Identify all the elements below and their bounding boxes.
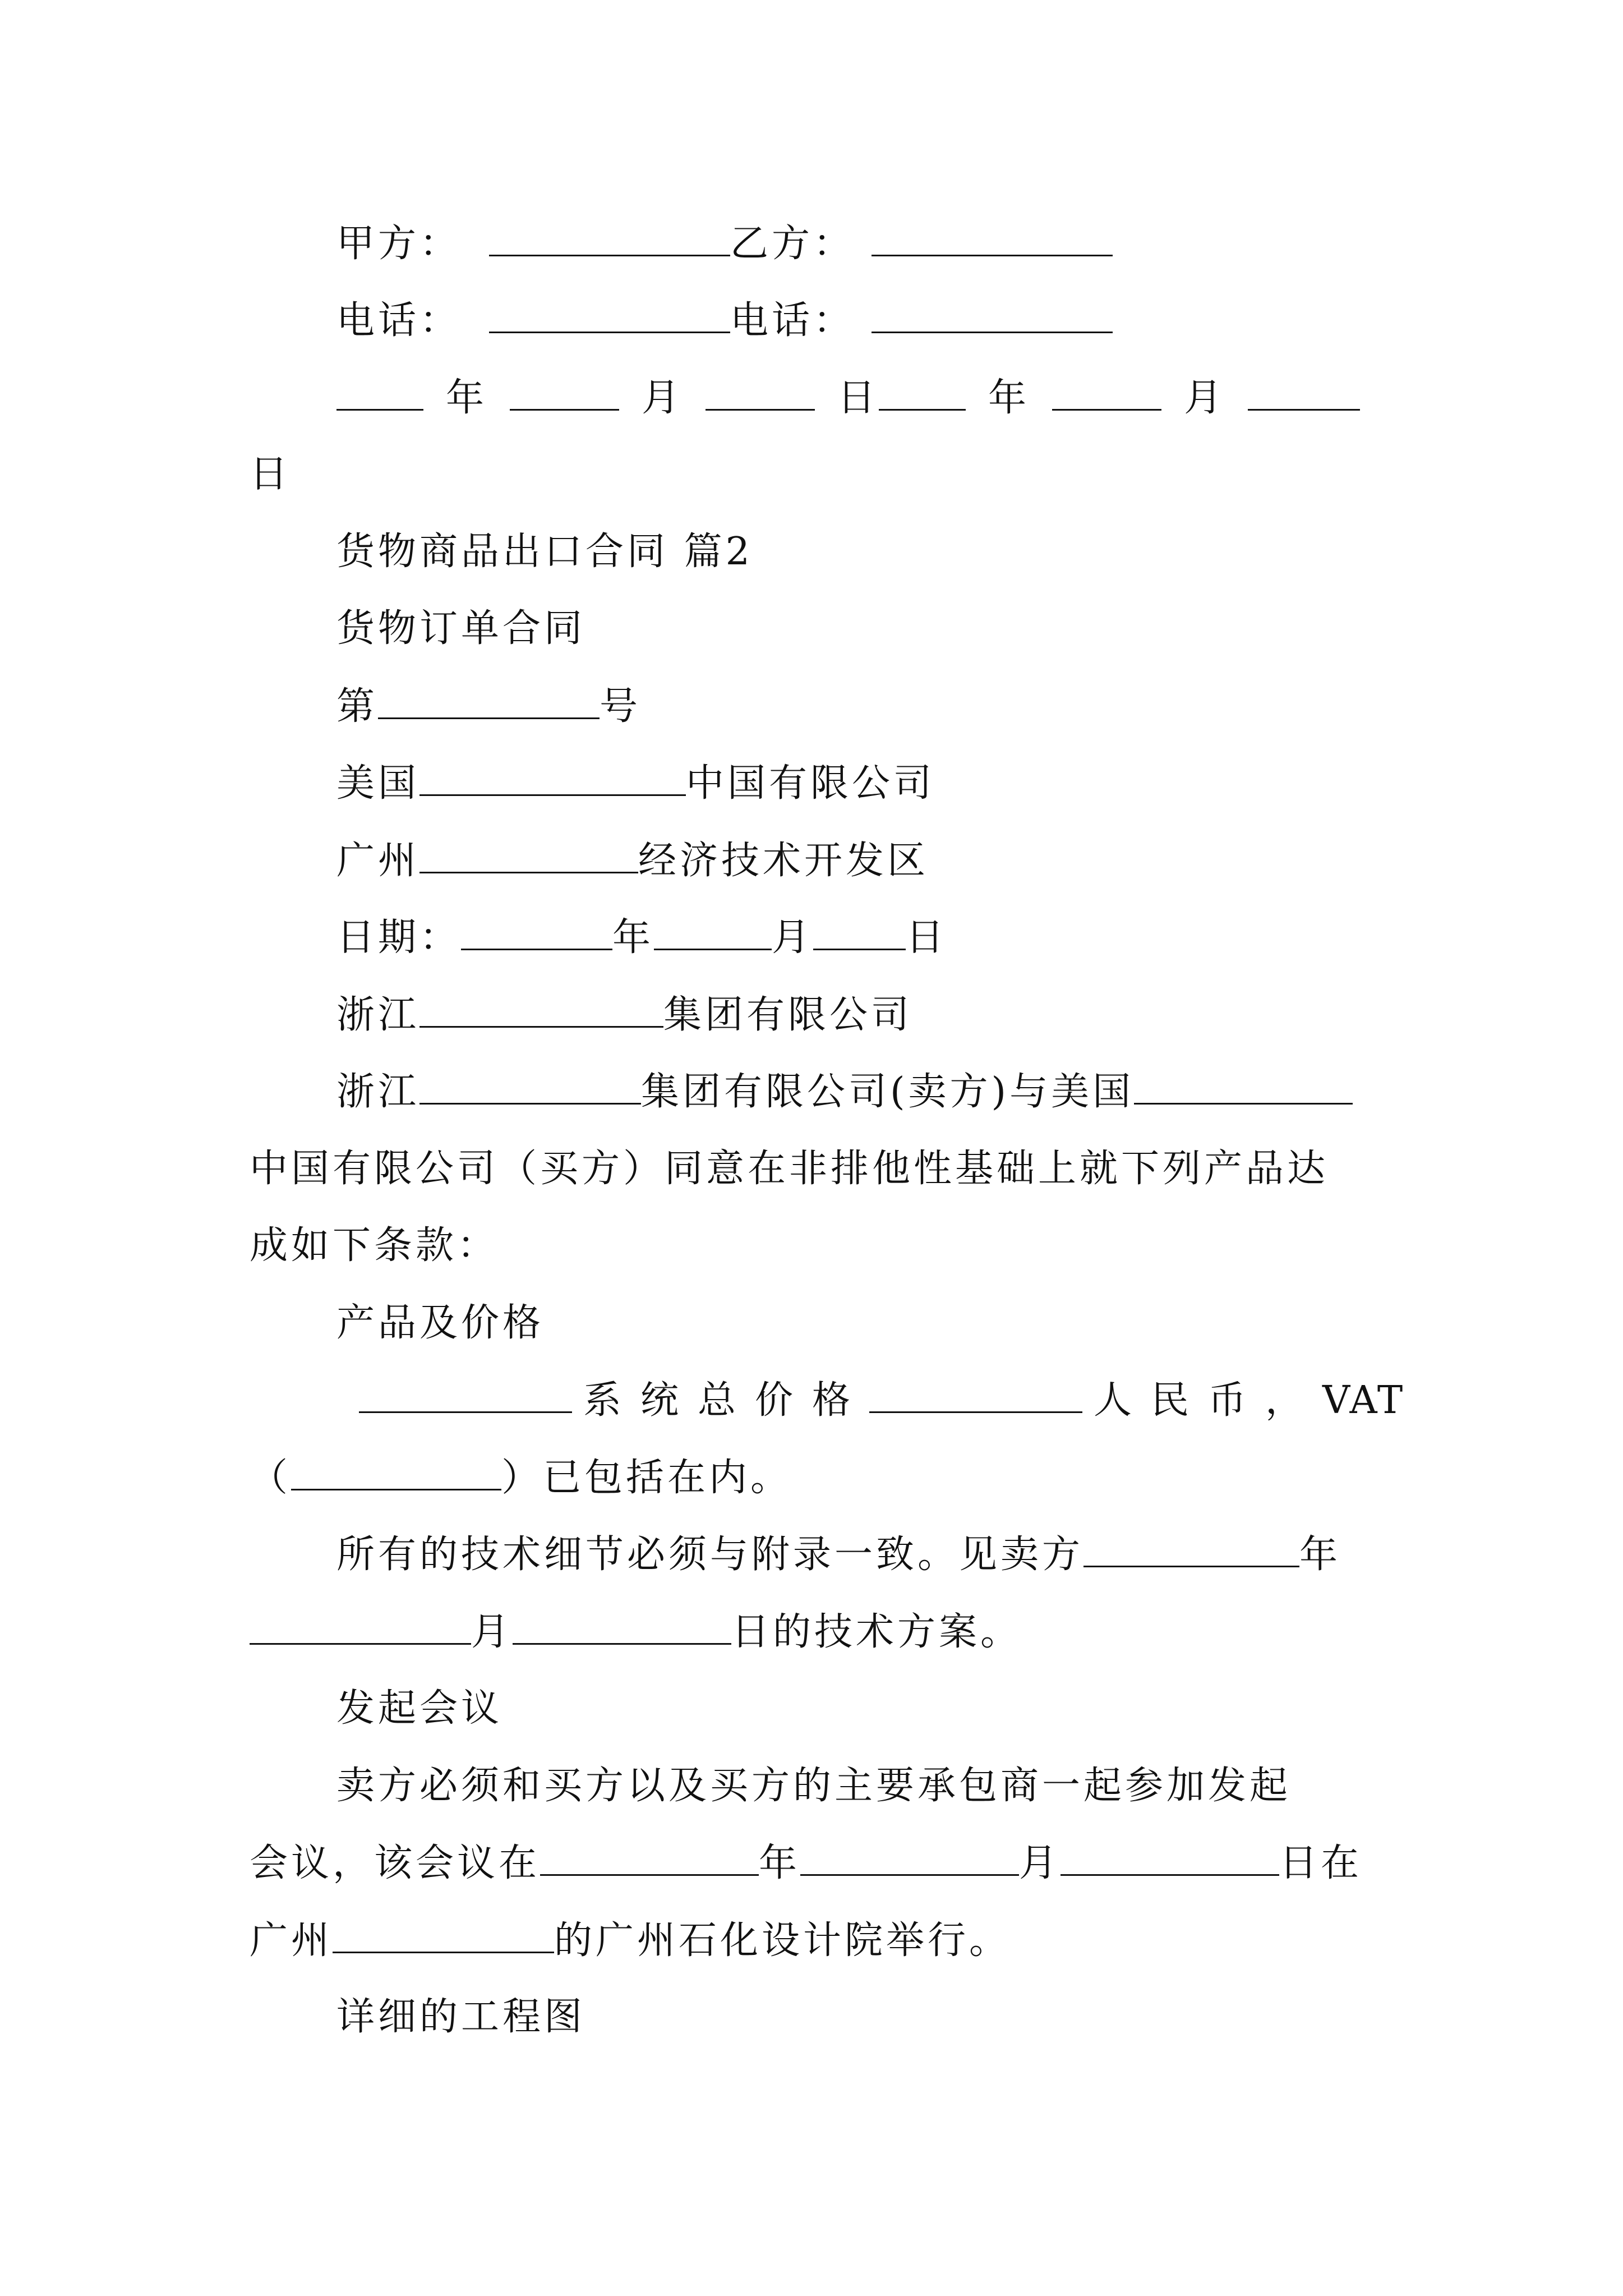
year-label-a: 年 xyxy=(446,376,488,420)
date-label: 日期： xyxy=(336,915,462,960)
drawings-heading: 详细的工程图 xyxy=(336,1995,586,2039)
phone-b-blank xyxy=(872,301,1113,333)
tech-line-2 xyxy=(250,1610,1022,1654)
price-blank xyxy=(869,1381,1082,1413)
month-label-b: 月 xyxy=(1184,376,1226,420)
meeting-day-label: 日在 xyxy=(1279,1841,1363,1885)
price-line-2 xyxy=(250,1456,792,1500)
intro-buyer-blank xyxy=(1134,1073,1353,1105)
date-year-blank xyxy=(461,918,612,950)
date-month-blank xyxy=(654,918,772,950)
contract-number-line xyxy=(336,684,642,729)
meeting-line-3 xyxy=(250,1918,1011,1963)
day-blank-b xyxy=(1248,379,1360,411)
tech-tail-text: 日的技术方案。 xyxy=(731,1610,1022,1654)
intro-seller-text: 集团有限公司(卖方)与美国 xyxy=(641,1070,1135,1114)
meeting-city: 广州 xyxy=(250,1918,333,1963)
location-line xyxy=(336,839,929,883)
tech-month-blank xyxy=(250,1613,471,1645)
day-label-a: 日 xyxy=(837,376,879,420)
intro-line-2: 中国有限公司（买方）同意在非排他性基础上就下列产品达 xyxy=(250,1147,1329,1191)
intro-seller-prefix: 浙江 xyxy=(336,1070,420,1114)
tech-year-label: 年 xyxy=(1299,1533,1341,1577)
meeting-month-blank xyxy=(800,1844,1019,1876)
tech-line-1 xyxy=(336,1533,1341,1577)
party-b-label: 乙方： xyxy=(730,222,855,266)
total-price-label: 系统总价格 xyxy=(583,1378,870,1423)
vat-included-text: ）已包括在内。 xyxy=(501,1456,792,1500)
location-blank xyxy=(419,841,638,873)
intro-seller-blank xyxy=(419,1073,641,1105)
vat-blank xyxy=(291,1458,501,1490)
date-month-label: 月 xyxy=(772,915,814,960)
vat-open-paren: （ xyxy=(250,1456,292,1500)
buyer-suffix: 中国有限公司 xyxy=(686,761,935,806)
phone-a-label: 电话： xyxy=(336,298,462,343)
tech-year-blank xyxy=(1083,1535,1299,1567)
phone-b-label: 电话： xyxy=(730,298,855,343)
phone-line xyxy=(336,298,1113,343)
rmb-label: 人民币， xyxy=(1094,1378,1323,1423)
tech-month-label: 月 xyxy=(471,1610,513,1654)
date-line xyxy=(336,915,948,960)
intro-line-3: 成如下条款： xyxy=(250,1223,499,1268)
buyer-prefix: 美国 xyxy=(336,761,420,806)
location-suffix: 经济技术开发区 xyxy=(638,839,929,883)
party-line xyxy=(336,222,1113,266)
meeting-heading: 发起会议 xyxy=(336,1686,503,1731)
number-prefix: 第 xyxy=(336,684,379,729)
signature-date-line xyxy=(336,376,1360,420)
section-heading: 货物商品出口合同 篇2 xyxy=(336,530,753,574)
seller-blank xyxy=(419,996,663,1028)
seller-suffix: 集团有限公司 xyxy=(663,993,913,1037)
tech-text: 所有的技术细节必须与附录一致。见卖方 xyxy=(336,1533,1084,1577)
phone-a-blank xyxy=(489,301,730,333)
month-label-a: 月 xyxy=(642,376,684,420)
year-label-b: 年 xyxy=(988,376,1030,420)
year-blank-b xyxy=(879,379,966,411)
intro-line-1 xyxy=(336,1070,1353,1114)
party-a-blank xyxy=(489,224,730,256)
meeting-text: 会议，该会议在 xyxy=(250,1841,541,1885)
party-b-blank xyxy=(872,224,1113,256)
date-day-label: 日 xyxy=(906,915,948,960)
number-suffix: 号 xyxy=(600,684,642,729)
day-blank-a xyxy=(706,379,815,411)
meeting-year-label: 年 xyxy=(759,1841,801,1885)
price-line-1 xyxy=(359,1378,1405,1423)
month-blank-b xyxy=(1052,379,1161,411)
vat-label: VAT xyxy=(1322,1378,1405,1423)
seller-line xyxy=(336,993,913,1037)
meeting-place-blank xyxy=(333,1921,554,1953)
date-day-blank xyxy=(813,918,906,950)
month-blank-a xyxy=(510,379,619,411)
meeting-line-2 xyxy=(250,1841,1363,1885)
location-prefix: 广州 xyxy=(336,839,420,883)
price-heading: 产品及价格 xyxy=(336,1301,545,1345)
number-blank xyxy=(378,687,600,719)
system-blank xyxy=(359,1381,572,1413)
buyer-blank xyxy=(419,764,686,796)
year-blank-a xyxy=(336,379,423,411)
seller-prefix: 浙江 xyxy=(336,993,420,1037)
tech-day-blank xyxy=(513,1613,731,1645)
party-a-label: 甲方： xyxy=(336,222,462,266)
meeting-day-blank xyxy=(1061,1844,1279,1876)
contract-title: 货物订单合同 xyxy=(336,606,586,651)
meeting-month-label: 月 xyxy=(1019,1841,1061,1885)
meeting-year-blank xyxy=(540,1844,759,1876)
date-year-label: 年 xyxy=(612,915,654,960)
buyer-line xyxy=(336,761,935,806)
meeting-line-1: 卖方必须和买方以及买方的主要承包商一起参加发起 xyxy=(336,1764,1292,1808)
meeting-place-text: 的广州石化设计院举行。 xyxy=(554,1918,1011,1963)
signature-day-wrap: 日 xyxy=(250,452,292,496)
